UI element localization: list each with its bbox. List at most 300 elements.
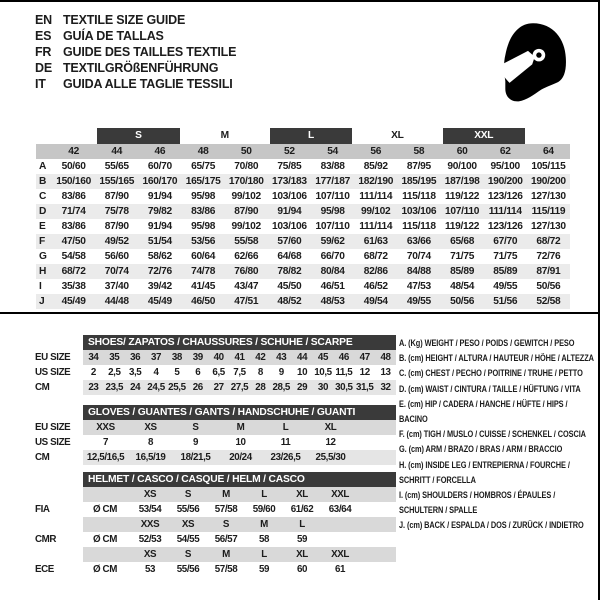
measurement-row: [36, 279, 570, 294]
measurement-cell: 87/90: [104, 221, 129, 232]
measurement-cell: 74/78: [191, 266, 216, 277]
helmet-value: 53: [144, 564, 156, 575]
helmet-table: [0, 472, 396, 577]
measurement-cell: 99/102: [361, 206, 391, 217]
measurement-cell: 60/70: [147, 161, 172, 172]
measurement-cell: 71/75: [493, 251, 518, 262]
measurement-cell: 127/130: [531, 191, 566, 202]
measurement-cell: 87/95: [406, 161, 431, 172]
shoes-title: SHOES/ ZAPATOS / CHAUSSURES / SCHUHE / SCARPE: [83, 335, 396, 350]
measurement-cell: 95/98: [191, 191, 216, 202]
helmet-size: XS: [143, 549, 157, 560]
language-code: IT: [35, 77, 46, 91]
helmet-value: 63/64: [328, 504, 352, 515]
value-cell: 31,5: [355, 382, 374, 393]
measurement-cell: 61/63: [363, 236, 388, 247]
value-cell: 34: [88, 352, 99, 363]
measurement-cell: 91/94: [147, 191, 172, 202]
gloves-title: GLOVES / GUANTES / GANTS / HANDSCHUHE / GUANTI: [83, 405, 396, 420]
legend-item: D. (cm) WAIST / CINTURA / TAILLE / HÜFTUNG / VITA: [399, 383, 581, 394]
measurement-cell: 80/84: [320, 266, 345, 277]
language-row: [35, 60, 236, 76]
helmet-value: 57/58: [214, 504, 238, 515]
helmet-value: 60: [296, 564, 308, 575]
value-cell: M: [236, 422, 245, 433]
measurement-row: [36, 264, 570, 279]
language-title: GUÍA DE TALLAS: [63, 29, 164, 43]
helmet-values-row: [0, 562, 396, 577]
helmet-size: XL: [296, 489, 308, 500]
row-letter: G: [39, 251, 47, 262]
value-cell: XS: [144, 422, 157, 433]
measurement-cell: 47/50: [61, 236, 86, 247]
helmet-size: XL: [296, 549, 308, 560]
language-title-list: [35, 12, 236, 92]
measurement-cell: 49/55: [406, 296, 431, 307]
helmet-title-row: [0, 472, 396, 487]
measurement-cell: 115/118: [402, 221, 436, 232]
helmet-size: XXS: [140, 519, 160, 530]
unit-spacer: [83, 517, 131, 532]
measurement-cell: 44/48: [104, 296, 129, 307]
language-title: TEXTILE SIZE GUIDE: [63, 13, 186, 27]
measurement-cell: 150/160: [56, 176, 91, 187]
measurement-cell: 59/62: [320, 236, 345, 247]
row-label: EU SIZE: [0, 350, 83, 365]
helmet-value: 52/53: [138, 534, 162, 545]
title-spacer: [0, 335, 83, 350]
value-cell: 20/24: [229, 452, 252, 463]
size-group-label: [527, 128, 570, 144]
helmet-sizes-row: [0, 547, 396, 562]
legend-item: C. (cm) CHEST / PECHO / POITRINE / TRUHE / PETTO: [399, 368, 583, 379]
helmet-sizes-row: [0, 517, 396, 532]
value-cell: 24: [130, 382, 141, 393]
helmet-values-row: [0, 502, 396, 517]
measurement-cell: 65/75: [191, 161, 216, 172]
measurement-cell: 111/114: [359, 191, 393, 202]
measurement-cell: 45/49: [61, 296, 86, 307]
size-group-label: [52, 128, 95, 144]
value-cell: 25,5: [168, 382, 186, 393]
helmet-value: 58: [258, 534, 270, 545]
measurement-cell: 83/86: [191, 206, 216, 217]
measurement-cell: 62/66: [234, 251, 259, 262]
measurement-cell: 46/52: [363, 281, 388, 292]
measurement-cell: 72/76: [147, 266, 172, 277]
size-group-label: S: [97, 128, 179, 144]
size-number: 46: [154, 146, 166, 157]
value-cell: 13: [380, 367, 391, 378]
measurement-cell: 185/195: [401, 176, 437, 187]
measurement-cell: 66/70: [320, 251, 345, 262]
shoes-row: [0, 365, 396, 380]
value-cell: 11: [280, 437, 291, 448]
value-cell: S: [192, 422, 199, 433]
row-label-spacer: [0, 487, 83, 502]
helmet-value: 59: [296, 534, 308, 545]
measurement-legend: [399, 336, 597, 534]
measurement-cell: 47/53: [406, 281, 431, 292]
measurement-cell: 85/89: [450, 266, 475, 277]
size-number: 60: [456, 146, 468, 157]
helmet-size: M: [260, 519, 268, 530]
legend-item: H. (cm) INSIDE LEG / ENTREPIERNA / FOURCHE / SCHRITT / FORCELLA: [399, 459, 570, 485]
measurement-cell: 84/88: [406, 266, 431, 277]
diameter-unit: Ø CM: [93, 504, 117, 515]
measurement-cell: 190/200: [487, 176, 523, 187]
diameter-unit: Ø CM: [93, 564, 117, 575]
measurement-cell: 119/122: [444, 221, 480, 232]
value-cell: 44: [297, 352, 308, 363]
measurement-cell: 187/198: [444, 176, 480, 187]
value-cell: 30,5: [335, 382, 353, 393]
measurement-cell: 56/60: [104, 251, 129, 262]
measurement-cell: 119/122: [444, 191, 480, 202]
helmet-values-row: [0, 532, 396, 547]
measurement-cell: 95/98: [320, 206, 345, 217]
measurement-cell: 78/82: [277, 266, 302, 277]
value-cell: 5: [174, 367, 180, 378]
title-spacer: [0, 405, 83, 420]
size-number: 48: [197, 146, 209, 157]
legend-item: B. (cm) HEIGHT / ALTURA / HAUTEUR / HÖHE / ALTEZZA: [399, 353, 594, 364]
measurement-cell: 111/114: [359, 221, 393, 232]
measurement-cell: 45/49: [147, 296, 172, 307]
measurement-cell: 47/51: [234, 296, 259, 307]
value-cell: 46: [338, 352, 349, 363]
measurement-cell: 76/80: [234, 266, 259, 277]
diameter-unit: Ø CM: [93, 534, 117, 545]
value-cell: 8: [257, 367, 263, 378]
helmet-size: M: [222, 549, 230, 560]
helmet-value: 59/60: [252, 504, 276, 515]
helmet-title: HELMET / CASCO / CASQUE / HELM / CASCO: [83, 472, 396, 487]
helmet-value: 57/58: [214, 564, 238, 575]
measurement-cell: 87/90: [234, 206, 259, 217]
measurement-cell: 71/74: [61, 206, 86, 217]
measurement-cell: 48/53: [320, 296, 345, 307]
measurement-cell: 123/126: [487, 191, 523, 202]
title-spacer: [0, 472, 83, 487]
measurement-cell: 115/119: [531, 206, 566, 217]
measurement-row: [36, 219, 570, 234]
measurement-row: [36, 204, 570, 219]
row-letter: C: [39, 191, 47, 202]
language-code: EN: [35, 13, 52, 27]
measurement-cell: 41/45: [191, 281, 216, 292]
measurement-cell: 63/66: [406, 236, 431, 247]
value-cell: 28,5: [272, 382, 290, 393]
measurement-cell: 87/90: [104, 191, 129, 202]
value-cell: 39: [192, 352, 203, 363]
measurement-cell: 95/98: [191, 221, 216, 232]
value-cell: 6: [195, 367, 201, 378]
language-title: GUIDA ALLE TAGLIE TESSILI: [63, 77, 233, 91]
measurement-cell: 107/110: [444, 206, 480, 217]
unit-spacer: [83, 487, 131, 502]
measurement-cell: 50/56: [536, 281, 561, 292]
measurement-cell: 72/76: [536, 251, 561, 262]
helmet-value: 61/62: [290, 504, 314, 515]
measurement-cell: 45/50: [277, 281, 302, 292]
measurement-cell: 99/102: [231, 191, 261, 202]
measurement-cell: 87/91: [536, 266, 561, 277]
value-cell: 9: [192, 437, 199, 448]
value-cell: 24,5: [147, 382, 165, 393]
helmet-value: 59: [258, 564, 270, 575]
shoes-row: [0, 350, 396, 365]
helmet-size: S: [222, 519, 230, 530]
value-cell: 30: [317, 382, 329, 393]
numbers-spacer: [36, 144, 52, 159]
size-group-row: [36, 128, 570, 144]
value-cell: XL: [324, 422, 337, 433]
gloves-table: [0, 405, 396, 465]
value-cell: 7: [102, 437, 109, 448]
size-number: 44: [111, 146, 123, 157]
helmet-value: 54/55: [176, 534, 200, 545]
measurement-cell: 103/106: [272, 221, 307, 232]
value-cell: 48: [380, 352, 391, 363]
measurement-cell: 190/200: [531, 176, 566, 187]
row-label: US SIZE: [0, 365, 83, 380]
unit-spacer: [83, 547, 131, 562]
value-cell: 11,5: [335, 367, 353, 378]
measurement-cell: 107/110: [315, 221, 350, 232]
value-cell: 10: [297, 367, 308, 378]
row-letter: B: [39, 176, 47, 187]
helmet-size: S: [184, 549, 192, 560]
size-group-label: L: [270, 128, 352, 144]
measurement-cell: 103/106: [272, 191, 307, 202]
helmet-size: L: [299, 519, 305, 530]
legend-item: F. (cm) TIGH / MUSLO / CUISSE / SCHENKEL / COSCIA: [399, 429, 586, 440]
row-letter: F: [39, 236, 45, 247]
measurement-cell: 58/62: [147, 251, 172, 262]
measurement-cell: 37/40: [104, 281, 129, 292]
value-cell: 40: [213, 352, 224, 363]
shoes-title-row: [0, 335, 396, 350]
language-code: ES: [35, 29, 52, 43]
measurement-cell: 55/58: [234, 236, 259, 247]
measurement-cell: 95/100: [490, 161, 520, 172]
helmet-size: L: [261, 549, 267, 560]
size-number: 42: [68, 146, 79, 157]
measurement-cell: 67/70: [493, 236, 518, 247]
measurement-cell: 99/102: [231, 221, 261, 232]
measurement-cell: 75/85: [277, 161, 302, 172]
size-number: 52: [284, 146, 295, 157]
value-cell: 47: [359, 352, 370, 363]
measurement-cell: 71/75: [450, 251, 475, 262]
measurement-cell: 165/175: [185, 176, 221, 187]
value-cell: 4: [153, 367, 159, 378]
value-cell: 41: [234, 352, 245, 363]
row-label: EU SIZE: [0, 420, 83, 435]
measurement-cell: 85/92: [363, 161, 388, 172]
value-cell: 29: [297, 382, 308, 393]
helmet-value: 55/56: [176, 504, 200, 515]
size-group-label: M: [220, 130, 229, 141]
helmet-size: XXL: [331, 549, 349, 560]
value-cell: 2,5: [108, 367, 121, 378]
helmet-value: 56/57: [214, 534, 238, 545]
helmet-size: XXL: [331, 489, 349, 500]
value-cell: 37: [150, 352, 162, 363]
measurement-cell: 182/190: [358, 176, 394, 187]
measurement-cell: 103/106: [401, 206, 437, 217]
measurement-cell: 70/74: [406, 251, 431, 262]
shoes-table: [0, 335, 396, 395]
measurement-cell: 64/68: [277, 251, 302, 262]
measurement-cell: 83/86: [61, 221, 86, 232]
helmet-icon: [486, 14, 570, 108]
row-letter: J: [39, 296, 45, 307]
value-cell: 42: [255, 352, 266, 363]
value-cell: 23/26,5: [270, 452, 301, 463]
measurement-cell: 43/47: [234, 281, 259, 292]
language-code: DE: [35, 61, 52, 75]
measurement-cell: 105/115: [531, 161, 566, 172]
legend-item: G. (cm) ARM / BRAZO / BRAS / ARM / BRACCIO: [399, 444, 563, 455]
value-cell: 26: [192, 382, 203, 393]
value-cell: 10,5: [314, 367, 332, 378]
measurement-cell: 49/55: [493, 281, 518, 292]
measurement-row: [36, 234, 570, 249]
row-label-spacer: [0, 547, 83, 562]
language-title: GUIDE DES TAILLES TEXTILE: [63, 45, 237, 59]
value-cell: 36: [130, 352, 141, 363]
measurement-cell: 68/72: [61, 266, 86, 277]
value-cell: 27: [213, 382, 224, 393]
row-label-spacer: [0, 517, 83, 532]
measurement-cell: 75/78: [104, 206, 129, 217]
measurement-cell: 57/60: [277, 236, 302, 247]
measurement-cell: 60/64: [191, 251, 216, 262]
row-label: US SIZE: [0, 435, 83, 450]
measurement-cell: 85/89: [493, 266, 518, 277]
size-number: 50: [240, 146, 252, 157]
value-cell: 45: [317, 352, 329, 363]
measurement-cell: 53/56: [191, 236, 216, 247]
measurement-row: [36, 174, 570, 189]
measurement-cell: 155/165: [99, 176, 135, 187]
value-cell: L: [282, 422, 289, 433]
helmet-size: M: [222, 489, 230, 500]
measurement-cell: 70/80: [234, 161, 259, 172]
value-cell: 38: [171, 352, 182, 363]
size-number: 56: [370, 146, 382, 157]
measurement-cell: 68/72: [363, 251, 388, 262]
size-group-label: XL: [391, 130, 404, 141]
measurement-cell: 49/52: [104, 236, 129, 247]
helmet-value: 61: [334, 564, 346, 575]
row-letter: I: [39, 281, 42, 292]
helmet-size: S: [184, 489, 192, 500]
value-cell: 18/21,5: [180, 452, 211, 463]
measurement-cell: 50/56: [450, 296, 475, 307]
helmet-size: XS: [143, 489, 157, 500]
value-cell: 32: [380, 382, 391, 393]
measurement-cell: 70/74: [104, 266, 129, 277]
measurement-cell: 48/52: [277, 296, 302, 307]
measurement-cell: 35/38: [61, 281, 86, 292]
gloves-row: [0, 450, 396, 465]
value-cell: 8: [147, 437, 154, 448]
measurement-row: [36, 249, 570, 264]
value-cell: 3,5: [128, 367, 142, 378]
legend-item: I. (cm) SHOULDERS / HOMBROS / ÉPAULES / SCHULTERN / SPALLE: [399, 490, 556, 516]
row-letter: E: [39, 221, 46, 232]
language-code: FR: [35, 45, 52, 59]
value-cell: 23: [88, 382, 99, 393]
value-cell: 6,5: [212, 367, 225, 378]
size-group-label: XXL: [443, 128, 525, 144]
measurement-cell: 170/180: [228, 176, 264, 187]
group-spacer: [36, 128, 52, 144]
measurement-cell: 50/60: [61, 161, 86, 172]
size-number: 58: [413, 146, 425, 157]
size-number: 54: [327, 146, 338, 157]
value-cell: 12: [359, 367, 370, 378]
measurement-cell: 52/58: [536, 296, 561, 307]
helmet-size: [321, 517, 359, 532]
section-divider: [0, 312, 600, 314]
size-numbers-row: [36, 144, 570, 159]
shoes-row: [0, 380, 396, 395]
measurement-cell: 55/65: [104, 161, 129, 172]
helmet-size: L: [261, 489, 267, 500]
measurement-row: [36, 189, 570, 204]
value-cell: 35: [109, 352, 120, 363]
row-label: CM: [0, 380, 83, 395]
measurement-cell: 127/130: [531, 221, 566, 232]
helmet-value: 55/56: [176, 564, 200, 575]
value-cell: 28: [255, 382, 266, 393]
measurement-cell: 68/72: [536, 236, 561, 247]
measurement-cell: 51/56: [493, 296, 518, 307]
measurement-cell: 91/94: [147, 221, 172, 232]
certification-label: CMR: [0, 532, 83, 547]
value-cell: 7,5: [233, 367, 246, 378]
measurement-cell: 173/183: [272, 176, 307, 187]
value-cell: 10: [235, 437, 246, 448]
legend-item: A. (Kg) WEIGHT / PESO / POIDS / GEWITCH / PESO: [399, 338, 575, 348]
helmet-size: XS: [181, 519, 195, 530]
main-size-table: [36, 128, 570, 309]
size-number: 64: [543, 146, 554, 157]
measurement-cell: 46/50: [191, 296, 216, 307]
legend-item: J. (cm) BACK / ESPALDA / DOS / ZURÜCK / INDIETRO: [399, 520, 584, 531]
language-row: [35, 28, 236, 44]
value-cell: 9: [278, 367, 284, 378]
measurement-cell: 79/82: [147, 206, 172, 217]
row-letter: A: [39, 161, 47, 172]
certification-label: ECE: [0, 562, 83, 577]
value-cell: 25,5/30: [315, 452, 346, 463]
measurement-cell: 111/114: [488, 206, 522, 217]
value-cell: 12,5/16,5: [86, 452, 125, 463]
language-row: [35, 12, 236, 28]
measurement-cell: 51/54: [147, 236, 172, 247]
measurement-cell: 49/54: [363, 296, 388, 307]
gloves-row: [0, 435, 396, 450]
legend-item: E. (cm) HIP / CADERA / HANCHE / HÜFTE / HIPS / BACINO: [399, 398, 568, 425]
helmet-value: [321, 532, 359, 547]
measurement-cell: 115/118: [402, 191, 436, 202]
measurement-cell: 82/86: [363, 266, 388, 277]
